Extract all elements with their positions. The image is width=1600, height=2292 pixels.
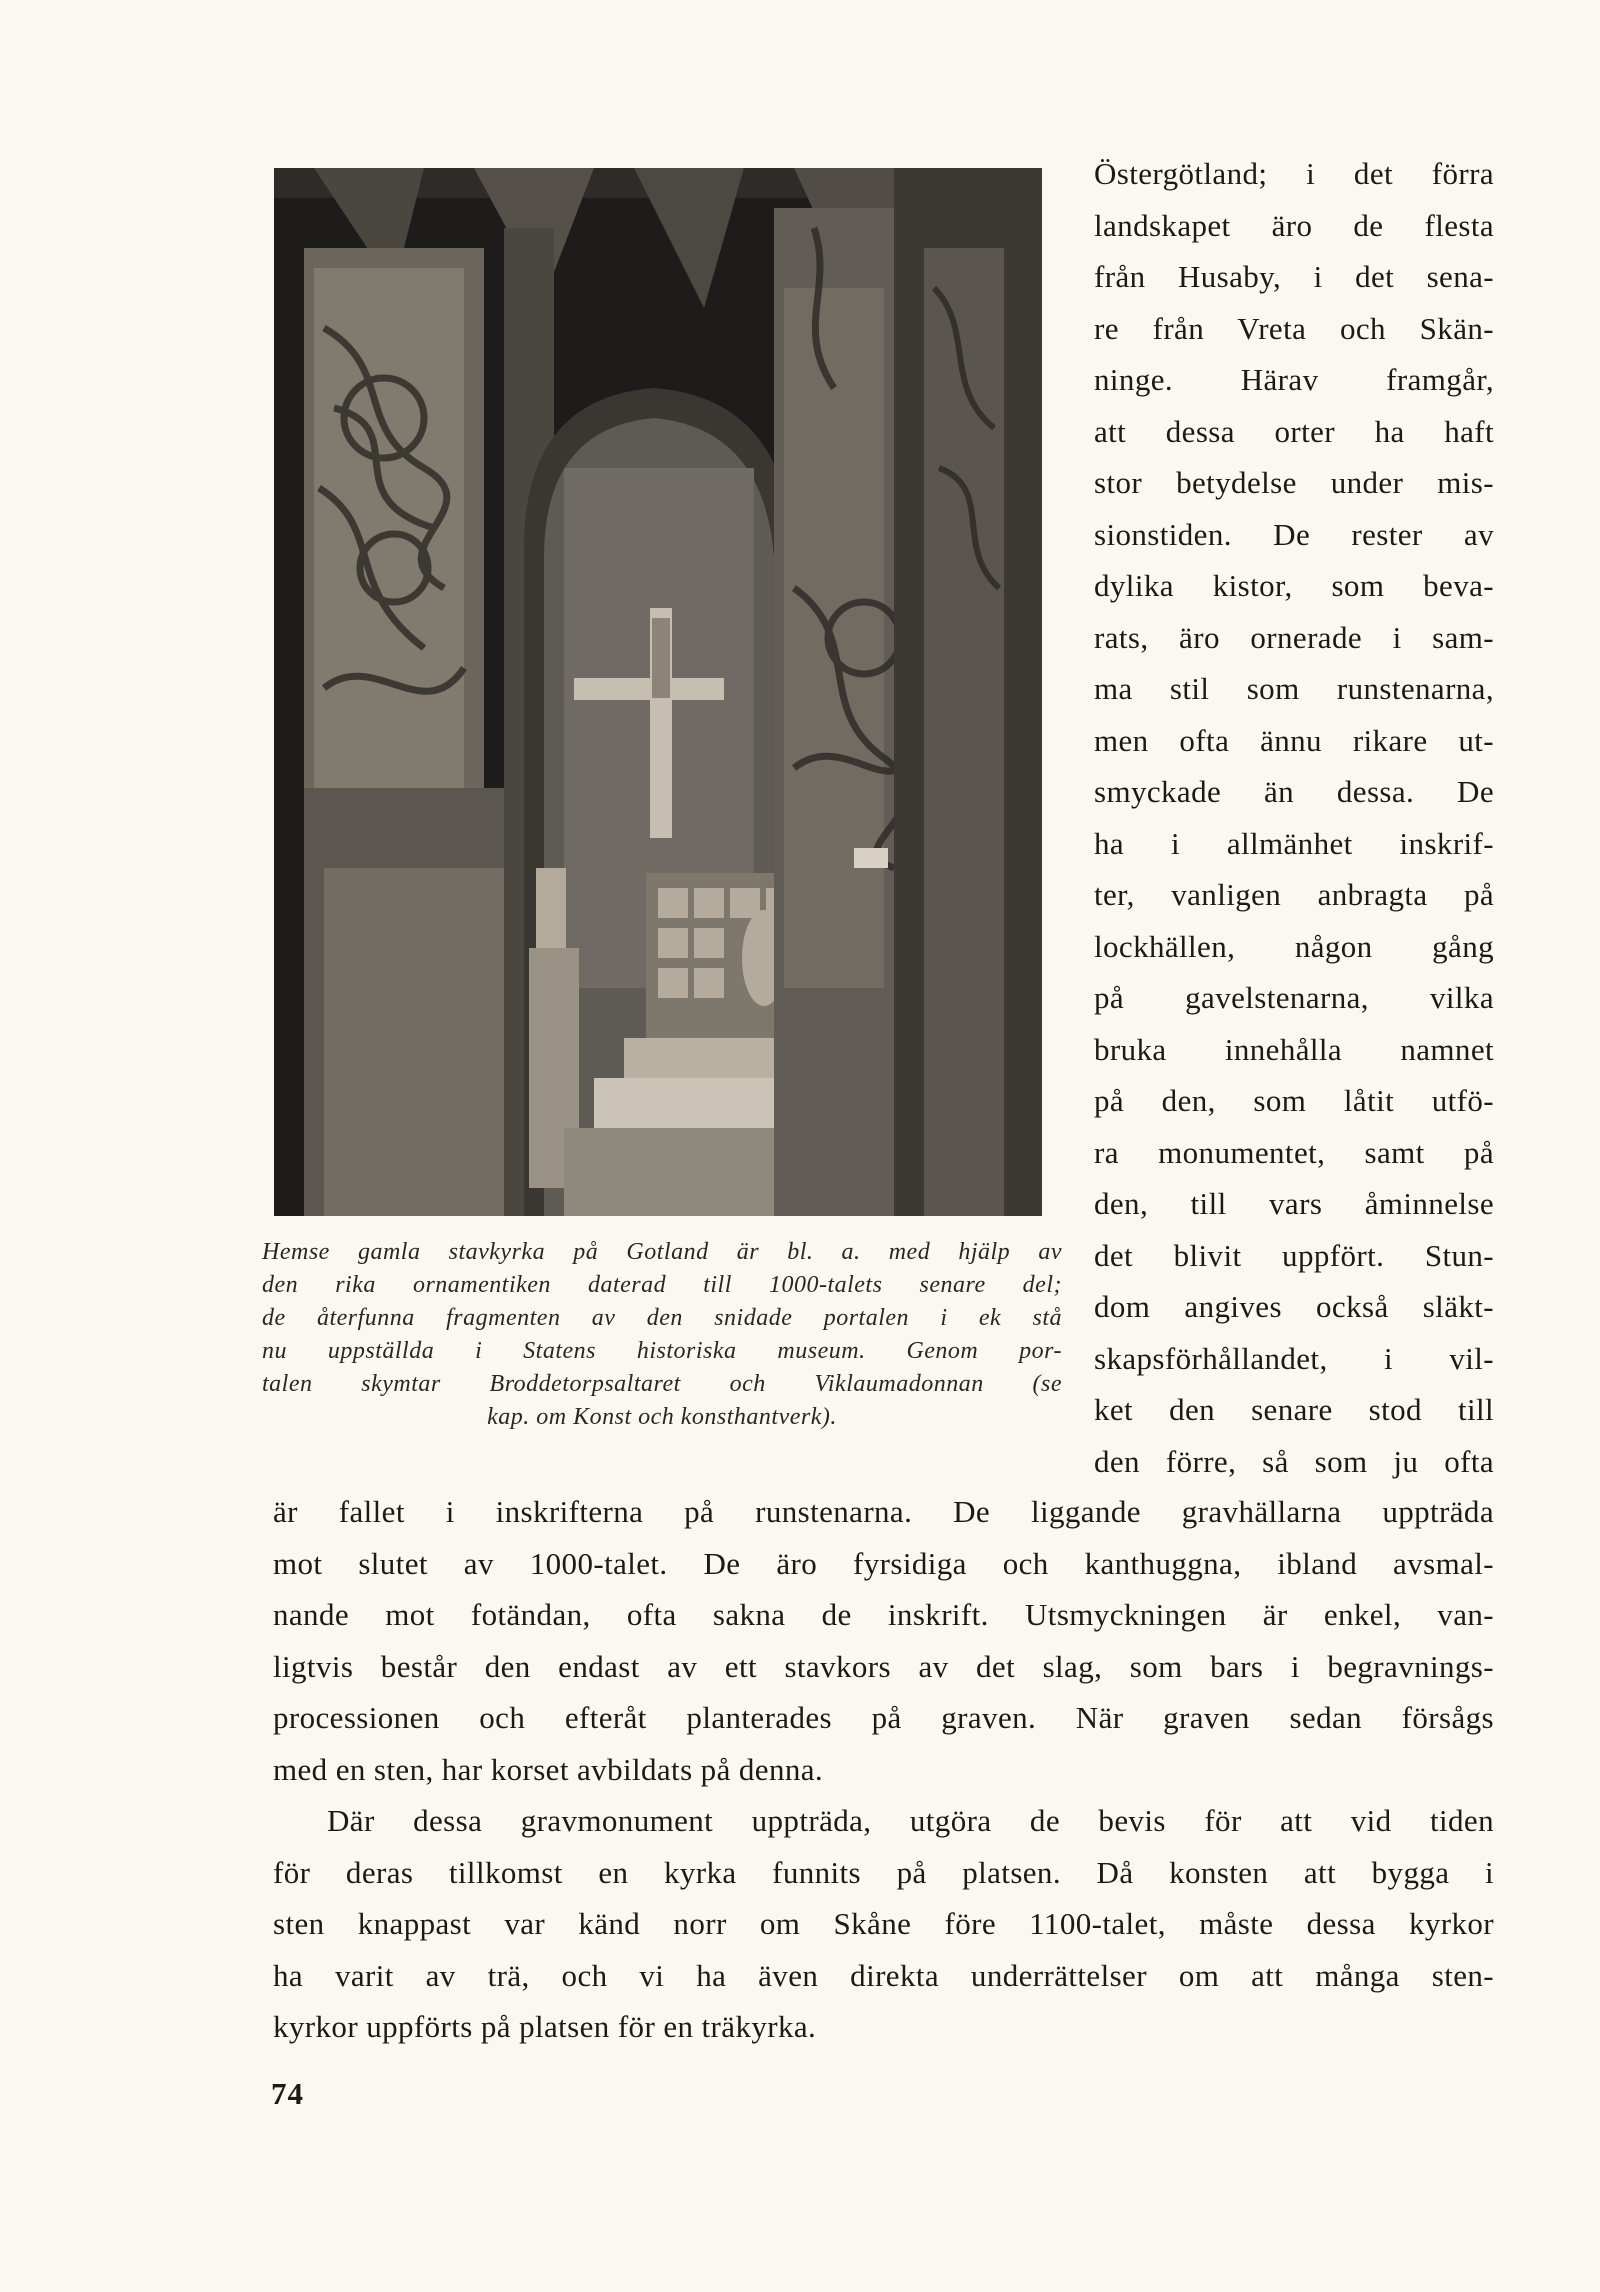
text-line: ha varit av trä, och vi ha även direkta underrättelser om att många sten- xyxy=(273,1957,1494,1993)
text-line: lockhällen, någon gång xyxy=(1094,928,1494,964)
text-line: dom angives också släkt- xyxy=(1094,1289,1494,1324)
text-line: nande mot fotändan, ofta sakna de inskrift. Utsmyckningen är enkel, van- xyxy=(273,1597,1494,1632)
caption-line: talen skymtar Broddetorpsaltaret och Viklaumadonnan (se xyxy=(262,1371,1062,1397)
text-line: skapsförhållandet, i vil- xyxy=(1094,1340,1494,1376)
caption-line: kap. om Konst och konsthantverk). xyxy=(487,1404,837,1430)
figure-caption xyxy=(262,1236,1062,1434)
text-line: att dessa orter ha haft xyxy=(1094,413,1494,449)
text-line: ninge. Härav framgår, xyxy=(1094,362,1494,397)
text-line: landskapet äro de flesta xyxy=(1094,207,1494,243)
text-line: det blivit uppfört. Stun- xyxy=(1094,1237,1494,1273)
text-line: på den, som låtit utfö- xyxy=(1094,1083,1494,1118)
text-line: är fallet i inskrifterna på runstenarna. De liggande gravhällarna uppträda xyxy=(273,1494,1494,1529)
text-line: ra monumentet, samt på xyxy=(1094,1134,1494,1170)
text-line: men ofta ännu rikare ut- xyxy=(1094,722,1494,758)
text-line: Östergötland; i det förra xyxy=(1094,156,1494,191)
text-line: ma stil som runstenarna, xyxy=(1094,671,1494,706)
text-line: för deras tillkomst en kyrka funnits på platsen. Då konsten att bygga i xyxy=(273,1854,1494,1890)
church-portal-photo xyxy=(274,168,1042,1216)
text-line: ha i allmänhet inskrif- xyxy=(1094,825,1494,861)
body-text xyxy=(273,1486,1494,2053)
page-number: 74 xyxy=(271,2076,304,2111)
text-line: sionstiden. De rester av xyxy=(1094,516,1494,552)
text-line: smyckade än dessa. De xyxy=(1094,774,1494,809)
text-line: mot slutet av 1000-talet. De äro fyrsidiga och kanthuggna, ibland avsmal- xyxy=(273,1545,1494,1581)
text-line: kyrkor uppförts på platsen för en träkyrka. xyxy=(273,2009,817,2044)
text-line: bruka innehålla namnet xyxy=(1094,1031,1494,1067)
caption-line: den rika ornamentiken daterad till 1000-talets senare del; xyxy=(262,1272,1062,1298)
right-column-text xyxy=(1094,148,1494,1487)
text-line: ter, vanligen anbragta på xyxy=(1094,877,1494,912)
text-line: ligtvis består den endast av ett stavkors av det slag, som bars i begravnings- xyxy=(273,1648,1494,1684)
text-line: stor betydelse under mis- xyxy=(1094,465,1494,500)
caption-line: nu uppställda i Statens historiska museum. Genom por- xyxy=(262,1338,1062,1364)
text-line: med en sten, har korset avbildats på denna. xyxy=(273,1751,824,1787)
text-line: från Husaby, i det sena- xyxy=(1094,259,1494,294)
text-line: sten knappast var känd norr om Skåne före 1100-talet, måste dessa kyrkor xyxy=(273,1906,1494,1941)
text-line: dylika kistor, som beva- xyxy=(1094,568,1494,603)
text-line: re från Vreta och Skän- xyxy=(1094,310,1494,346)
text-line: den, till vars åminnelse xyxy=(1094,1186,1494,1221)
caption-line: Hemse gamla stavkyrka på Gotland är bl. a. med hjälp av xyxy=(262,1239,1062,1265)
text-line: processionen och efteråt planterades på graven. När graven sedan försågs xyxy=(273,1700,1494,1735)
caption-line: de återfunna fragmenten av den snidade portalen i ek stå xyxy=(262,1305,1062,1331)
text-line: ket den senare stod till xyxy=(1094,1392,1494,1427)
text-line: på gavelstenarna, vilka xyxy=(1094,980,1494,1015)
text-line: rats, äro ornerade i sam- xyxy=(1094,619,1494,655)
text-line: Där dessa gravmonument uppträda, utgöra de bevis för att vid tiden xyxy=(327,1803,1494,1838)
text-line: den förre, så som ju ofta xyxy=(1094,1443,1494,1479)
